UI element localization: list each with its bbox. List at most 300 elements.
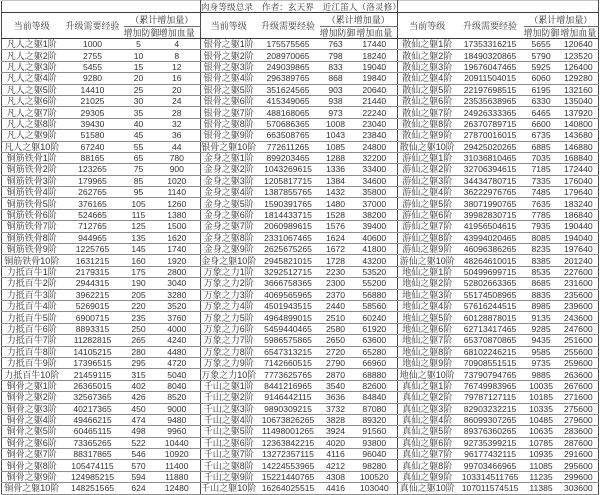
hp-cell: 8 [154,50,201,61]
defense-cell: 10635 [524,426,559,437]
level-cell: 铜筋铁骨7阶 [2,221,62,232]
level-cell: 铜骨之躯6阶 [2,437,62,448]
level-cell: 银骨之躯2阶 [201,50,257,61]
level-cell: 铜骨之躯10阶 [2,483,62,494]
hp-cell: 303600 [559,483,599,494]
level-cell: 散仙之躯6阶 [398,95,457,106]
exp-cell: 2755 [62,50,124,61]
defense-cell: 6600 [524,118,559,129]
table-row [2,61,599,72]
hp-cell: 22240 [352,107,398,118]
hp-cell: 132160 [559,84,599,95]
level-cell: 金身之躯4阶 [201,187,257,198]
hp-cell: 63600 [352,335,398,346]
header-row-1 [2,13,599,27]
level-cell: 金身之躯3阶 [201,175,257,186]
defense-cell: 11235 [524,471,559,482]
hp-cell: 267600 [559,380,599,391]
defense-cell: 474 [124,414,154,425]
exp-cell: 26365015 [62,380,124,391]
table-row [2,175,599,186]
level-cell: 凡人之躯10阶 [2,141,62,152]
level-cell: 铜筋铁骨1阶 [2,152,62,163]
defense-cell: 3924 [320,426,352,437]
hp-cell: 295600 [559,460,599,471]
level-cell: 散仙之躯10阶 [398,141,457,152]
exp-cell: 148251565 [62,483,124,494]
hp-cell: 247600 [559,323,599,334]
hp-cell: 34600 [352,175,398,186]
exp-cell: 55174508965 [457,289,524,300]
exp-cell: 82903232215 [457,403,524,414]
hp-cell: 18240 [352,50,398,61]
level-cell: 游仙之躯2阶 [398,164,457,175]
defense-cell: 7185 [524,164,559,175]
hp-cell: 275600 [559,403,599,414]
defense-cell: 938 [320,95,352,106]
table-row [2,392,599,403]
level-cell: 金身之躯1阶 [201,152,257,163]
hp-cell: 9480 [154,414,201,425]
exp-cell: 34434780715 [457,175,524,186]
exp-cell: 21025 [62,95,124,106]
exp-cell: 351624565 [257,84,320,95]
level-cell: 银骨之躯9阶 [201,130,257,141]
exp-cell: 17396515 [62,357,124,368]
defense-cell: 1085 [320,141,352,152]
hp-cell: 19840 [352,73,398,84]
hp-cell: 4 [154,39,201,50]
level-cell: 力抵百牛5阶 [2,312,62,323]
exp-cell: 20911504015 [457,73,524,84]
exp-cell: 19676047465 [457,61,524,72]
defense-cell: 4416 [320,483,352,494]
exp-cell: 8893315 [62,323,124,334]
exp-cell: 88317865 [62,449,124,460]
level-cell: 金身之躯6阶 [201,209,257,220]
exp-cell: 11498001265 [257,426,320,437]
defense-cell: 8535 [524,266,559,277]
hp-cell: 120640 [559,39,599,50]
level-cell: 力抵百牛3阶 [2,289,62,300]
level-cell: 力抵百牛1阶 [2,266,62,277]
defense-cell: 2440 [320,300,352,311]
defense-cell: 7935 [524,221,559,232]
hp-cell: 179640 [559,187,599,198]
hp-cell: 780 [154,152,201,163]
exp-cell: 7142660515 [257,357,320,368]
exp-cell: 16264025515 [257,483,320,494]
hp-cell: 68880 [352,369,398,380]
hp-cell: 32200 [352,152,398,163]
level-cell: 铜骨之躯9阶 [2,471,62,482]
level-cell: 凡人之躯1阶 [2,39,62,50]
defense-cell: 4308 [320,471,352,482]
hp-cell: 3280 [154,289,201,300]
defense-cell: 2370 [320,289,352,300]
hp-cell: 129280 [559,73,599,84]
hp-cell: 91560 [352,426,398,437]
exp-cell: 15221440765 [257,471,320,482]
level-cell: 铜筋铁骨9阶 [2,244,62,255]
level-cell: 铜筋铁骨5阶 [2,198,62,209]
hp-cell: 12 [154,61,201,72]
exp-cell: 27870016015 [457,130,524,141]
hp-cell: 3520 [154,300,201,311]
defense-cell: 833 [320,61,352,72]
hp-cell: 235600 [559,289,599,300]
exp-cell: 5455 [62,61,124,72]
table-row [2,426,599,437]
defense-cell: 2720 [320,346,352,357]
level-cell: 游仙之躯10阶 [398,255,457,266]
defense-cell: 4116 [320,449,352,460]
table-row [2,449,599,460]
exp-cell: 48264610015 [457,255,524,266]
hp-cell: 87080 [352,403,398,414]
hp-cell: 255600 [559,346,599,357]
level-cell: 铜筋铁骨6阶 [2,209,62,220]
exp-cell: 2331067465 [257,232,320,243]
hp-cell: 190440 [559,221,599,232]
header-level: 当前等级 [2,13,62,39]
table-row [2,335,599,346]
level-cell: 铜骨之躯7阶 [2,449,62,460]
exp-cell: 50499699715 [457,266,524,277]
defense-cell: 6735 [524,130,559,141]
table-row [2,403,599,414]
level-cell: 力抵百牛9阶 [2,357,62,368]
hp-cell: 8040 [154,380,201,391]
hp-cell: 243600 [559,312,599,323]
hp-cell: 3760 [154,312,201,323]
defense-cell: 5925 [524,61,559,72]
level-cell: 凡人之躯8阶 [2,118,62,129]
level-cell: 散仙之躯4阶 [398,73,457,84]
header-cumulative: （累计增加量） [320,13,398,27]
defense-cell: 280 [124,346,154,357]
defense-cell: 8235 [524,244,559,255]
hp-cell: 35800 [352,187,398,198]
defense-cell: 45 [124,130,154,141]
defense-cell: 3636 [320,392,352,403]
exp-cell: 40217365 [62,403,124,414]
exp-cell: 52802663365 [457,278,524,289]
hp-cell: 4480 [154,346,201,357]
defense-cell: 315 [124,369,154,380]
exp-cell: 22197698515 [457,84,524,95]
hp-cell: 65280 [352,346,398,357]
exp-cell: 14224553965 [257,460,320,471]
hp-cell: 12480 [154,483,201,494]
hp-cell: 1920 [154,255,201,266]
table-row [2,95,599,106]
exp-cell: 39982830715 [457,209,524,220]
level-cell: 铜筋铁骨8阶 [2,232,62,243]
defense-cell: 3732 [320,403,352,414]
defense-cell: 75 [124,164,154,175]
hp-cell: 61920 [352,323,398,334]
level-cell: 万象之力1阶 [201,266,257,277]
level-cell: 千山之躯9阶 [201,471,257,482]
level-cell: 游仙之躯5阶 [398,198,457,209]
level-cell: 金身之躯10阶 [201,255,257,266]
hp-cell: 20640 [352,84,398,95]
defense-cell: 10 [124,50,154,61]
defense-cell: 402 [124,380,154,391]
title-row [2,1,599,13]
hp-cell: 44 [154,141,201,152]
exp-cell: 249039865 [257,61,320,72]
hp-cell: 16 [154,73,201,84]
level-cell: 银骨之躯10阶 [201,141,257,152]
table-row [2,118,599,129]
exp-cell: 4964899015 [257,312,320,323]
level-cell: 真仙之躯4阶 [398,414,457,425]
defense-cell: 594 [124,471,154,482]
table-row [2,141,599,152]
hp-cell: 135040 [559,95,599,106]
header-exp: 升级需要经验 [257,13,320,39]
exp-cell: 6900715 [62,312,124,323]
table-row [2,357,599,368]
level-cell: 铜骨之躯5阶 [2,426,62,437]
level-cell: 游仙之躯9阶 [398,244,457,255]
level-cell: 地仙之躯4阶 [398,300,457,311]
defense-cell: 9885 [524,369,559,380]
hp-cell: 9960 [154,426,201,437]
level-cell: 散仙之躯3阶 [398,61,457,72]
defense-cell: 5790 [524,50,559,61]
hp-cell: 263600 [559,369,599,380]
exp-cell: 29425020265 [457,141,524,152]
exp-cell: 29305 [62,107,124,118]
exp-cell: 8441216965 [257,380,320,391]
defense-cell: 2300 [320,278,352,289]
level-cell: 地仙之躯1阶 [398,266,457,277]
defense-cell: 6195 [524,84,559,95]
exp-cell: 5269015 [62,300,124,311]
exp-cell: 14410 [62,84,124,95]
exp-cell: 17353316215 [457,39,524,50]
exp-cell: 11282815 [62,335,124,346]
defense-cell: 145 [124,244,154,255]
defense-cell: 4020 [320,437,352,448]
defense-cell: 868 [320,73,352,84]
hp-cell: 11400 [154,460,201,471]
defense-cell: 10335 [524,403,559,414]
hp-cell: 28 [154,107,201,118]
defense-cell: 2870 [320,369,352,380]
exp-cell: 376165 [62,198,124,209]
level-cell: 真仙之躯5阶 [398,426,457,437]
header-level: 当前等级 [398,13,457,39]
hp-cell: 24800 [352,141,398,152]
hp-cell: 82600 [352,380,398,391]
level-cell: 金身之躯9阶 [201,244,257,255]
hp-cell: 239600 [559,300,599,311]
level-cell: 地仙之躯5阶 [398,312,457,323]
table-row [2,266,599,277]
level-cell: 力抵百牛8阶 [2,346,62,357]
defense-cell: 624 [124,483,154,494]
defense-cell: 9135 [524,312,559,323]
level-cell: 铜骨之躯3阶 [2,403,62,414]
hp-cell: 1380 [154,209,201,220]
defense-cell: 20 [124,73,154,84]
level-cell: 力抵百牛7阶 [2,335,62,346]
defense-cell: 15 [124,61,154,72]
defense-cell: 6060 [524,73,559,84]
defense-cell: 1480 [320,198,352,209]
exp-cell: 92735399215 [457,437,524,448]
level-cell: 地仙之躯3阶 [398,289,457,300]
defense-cell: 7485 [524,187,559,198]
defense-cell: 9735 [524,357,559,368]
hp-cell: 227600 [559,266,599,277]
defense-cell: 1528 [320,209,352,220]
defense-cell: 65 [124,152,154,163]
level-cell: 力抵百牛10阶 [2,369,62,380]
level-cell: 散仙之躯2阶 [398,50,457,61]
level-cell: 凡人之躯6阶 [2,95,62,106]
exp-cell: 9146442115 [257,392,320,403]
level-cell: 银骨之躯1阶 [201,39,257,50]
exp-cell: 60465115 [62,426,124,437]
exp-cell: 9280 [62,73,124,84]
exp-cell: 3292512715 [257,266,320,277]
table-row [2,483,599,494]
hp-cell: 10440 [154,437,201,448]
exp-cell: 10673826265 [257,414,320,425]
level-cell: 力抵百牛6阶 [2,323,62,334]
header-exp: 升级需要经验 [62,13,124,39]
defense-cell: 2230 [320,266,352,277]
level-cell: 真仙之躯6阶 [398,437,457,448]
exp-cell: 73365265 [62,437,124,448]
level-cell: 地仙之躯9阶 [398,357,457,368]
defense-cell: 125 [124,221,154,232]
table-row [2,164,599,175]
hp-cell: 176040 [559,175,599,186]
defense-cell: 903 [320,84,352,95]
level-cell: 地仙之躯8阶 [398,346,457,357]
hp-cell: 900 [154,164,201,175]
defense-cell: 1728 [320,255,352,266]
hp-cell: 5040 [154,369,201,380]
header-exp: 升级需要经验 [457,13,524,39]
hp-cell: 56880 [352,289,398,300]
table-row [2,289,599,300]
level-cell: 金身之躯2阶 [201,164,257,175]
level-cell: 散仙之躯1阶 [398,39,457,50]
header-hp: 增加血量 [559,27,599,39]
exp-cell: 4069565965 [257,289,320,300]
hp-cell: 197640 [559,244,599,255]
exp-cell: 103314511765 [457,471,524,482]
defense-cell: 522 [124,437,154,448]
defense-cell: 1624 [320,232,352,243]
header-hp: 增加血量 [154,27,201,39]
exp-cell: 38071990765 [457,198,524,209]
level-cell: 千山之躯10阶 [201,483,257,494]
table-row [2,232,599,243]
level-cell: 万象之力9阶 [201,357,257,368]
hp-cell: 186840 [559,209,599,220]
level-cell: 万象之力10阶 [201,369,257,380]
exp-cell: 2060989615 [257,221,320,232]
defense-cell: 95 [124,187,154,198]
hp-cell: 103040 [352,483,398,494]
exp-cell: 49466215 [62,414,124,425]
defense-cell: 2650 [320,335,352,346]
table-row [2,39,599,50]
defense-cell: 295 [124,357,154,368]
exp-cell: 18490320865 [457,50,524,61]
hp-cell: 55200 [352,278,398,289]
exp-cell: 41956504615 [457,221,524,232]
defense-cell: 7785 [524,209,559,220]
level-cell: 万象之力2阶 [201,278,257,289]
exp-cell: 1387855765 [257,187,320,198]
level-cell: 游仙之躯8阶 [398,232,457,243]
exp-cell: 60128878015 [457,312,524,323]
defense-cell: 5655 [524,39,559,50]
table-row [2,278,599,289]
level-cell: 凡人之躯9阶 [2,130,62,141]
table-row [2,209,599,220]
exp-cell: 712765 [62,221,124,232]
exp-cell: 179965 [62,175,124,186]
defense-cell: 798 [320,50,352,61]
defense-cell: 5 [124,39,154,50]
defense-cell: 9585 [524,346,559,357]
defense-cell: 250 [124,323,154,334]
level-cell: 真仙之躯8阶 [398,460,457,471]
defense-cell: 546 [124,449,154,460]
defense-cell: 1336 [320,164,352,175]
defense-cell: 8085 [524,232,559,243]
hp-cell: 2800 [154,266,201,277]
exp-cell: 23535638965 [457,95,524,106]
title-blank-left [2,1,201,13]
defense-cell: 2790 [320,357,352,368]
exp-cell: 1043269615 [257,164,320,175]
level-cell: 散仙之躯5阶 [398,84,457,95]
defense-cell: 450 [124,403,154,414]
level-cell: 铜骨之躯2阶 [2,392,62,403]
defense-cell: 3828 [320,414,352,425]
exp-cell: 2179315 [62,266,124,277]
level-cell: 地仙之躯6阶 [398,323,457,334]
level-cell: 铜筋铁骨3阶 [2,175,62,186]
exp-cell: 65370870865 [457,335,524,346]
defense-cell: 175 [124,266,154,277]
exp-cell: 79787127115 [457,392,524,403]
exp-cell: 26370789715 [457,118,524,129]
level-cell: 游仙之躯6阶 [398,209,457,220]
exp-cell: 24926333365 [457,107,524,118]
hp-cell: 4000 [154,323,201,334]
defense-cell: 2510 [320,312,352,323]
table-row [2,460,599,471]
level-cell: 万象之力7阶 [201,335,257,346]
exp-cell: 32567365 [62,392,124,403]
level-cell: 金身之躯7阶 [201,221,257,232]
exp-cell: 4501943515 [257,300,320,311]
defense-cell: 10935 [524,449,559,460]
level-cell: 千山之躯6阶 [201,437,257,448]
